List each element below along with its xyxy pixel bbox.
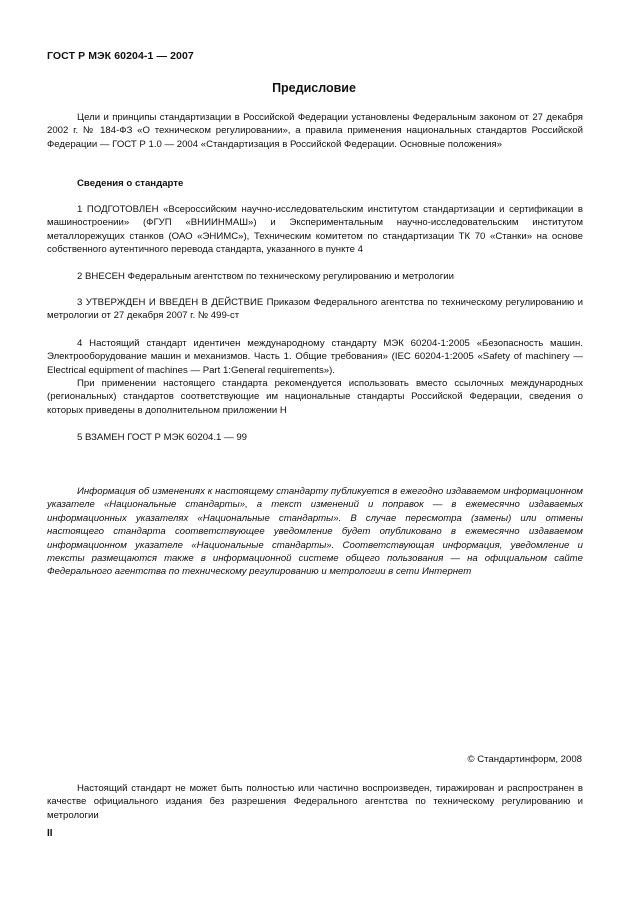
intro-paragraph: Цели и принципы стандартизации в Российской Федерации установлены Федеральным законом от 27 декабря 2002 г. № 184-ФЗ «О техническом регулировании», а правила применения национальных стандартов Российской Федерации — ГОСТ Р 1.0 — 2004 «Стандартизация в Российской Федерации. Основные положения» bbox=[47, 112, 583, 150]
item-3-paragraph: 3 УТВЕРЖДЕН И ВВЕДЕН В ДЕЙСТВИЕ Приказом Федерального агентства по техническому регулированию и метрологии от 27 декабря 2007 г. № 499-ст bbox=[47, 297, 583, 322]
page-title: Предисловие bbox=[272, 81, 356, 95]
item-4-note-paragraph: При применении настоящего стандарта рекомендуется использовать вместо ссылочных международных (региональных) стандартов соответствующие им национальные стандарты Российской Федерации, сведения о которых приведены в дополнительном приложении Н bbox=[47, 378, 583, 416]
item-2-paragraph: 2 ВНЕСЕН Федеральным агентством по техническому регулированию и метрологии bbox=[77, 271, 455, 282]
copyright-line: © Стандартинформ, 2008 bbox=[467, 754, 582, 765]
page-number: II bbox=[47, 828, 53, 839]
section-subheading: Сведения о стандарте bbox=[77, 178, 184, 189]
item-5-paragraph: 5 ВЗАМЕН ГОСТ Р МЭК 60204.1 — 99 bbox=[77, 432, 247, 443]
item-4-paragraph: 4 Настоящий стандарт идентичен международному стандарту МЭК 60204-1:2005 «Безопасность машин. Электрооборудование машин и механизмов. Часть 1. Общие требования» (IEC 60204-1:2005 «Safety of machinery — Electrical equipment of machines — Part 1:General requirements»). bbox=[47, 338, 583, 376]
document-header: ГОСТ Р МЭК 60204-1 — 2007 bbox=[47, 50, 194, 62]
reproduction-notice: Настоящий стандарт не может быть полностью или частично воспроизведен, тиражирован и распространен в качестве официального издания без разрешения Федерального агентства по техническому регулированию и метрологии bbox=[47, 783, 583, 821]
item-1-paragraph: 1 ПОДГОТОВЛЕН «Всероссийским научно-исследовательским институтом стандартизации и сертификации в машиностроении» (ФГУП «ВНИИНМАШ») и Экспериментальным научно-исследовательским институтом металлорежущих станков (ОАО «ЭНИМС»), Техническим комитетом по стандартизации ТК 70 «Станки» на основе собственного аутентичного перевода стандарта, указанного в пункте 4 bbox=[47, 204, 583, 256]
info-paragraph: Информация об изменениях к настоящему стандарту публикуется в ежегодно издаваемом информационном указателе «Национальные стандарты», а текст изменений и поправок — в ежемесячно издаваемых информационных указателях «Национальные стандарты». В случае пересмотра (замены) или отмены настоящего стандарта соответствующее уведомление будет опубликовано в ежемесячно издаваемом информационном указателе «Национальные стандарты». Соответствующая информация, уведомление и тексты размещаются также в информационной системе общего пользования — на официальном сайте Федерального агентства по техническому регулированию и метрологии в сети Интернет bbox=[47, 486, 583, 578]
